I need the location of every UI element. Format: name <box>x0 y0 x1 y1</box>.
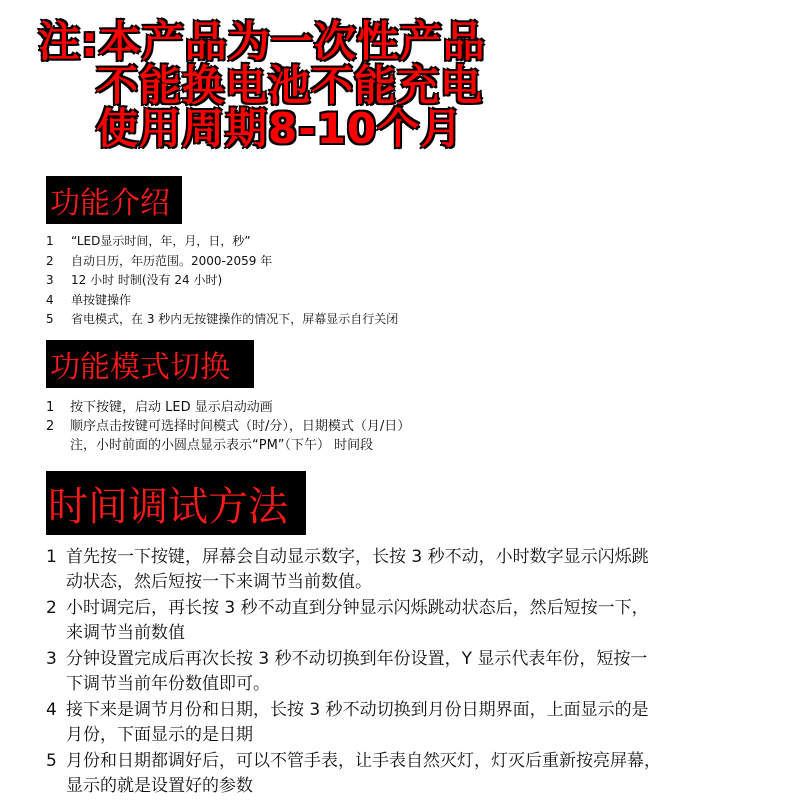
item-text: “LED显示时间，年，月，日，秒” <box>71 234 251 248</box>
item-text-line-2: 来调节当前数值 <box>66 623 185 643</box>
item-text: 12 小时 时制(没有 24 小时) <box>71 273 223 287</box>
item-text: 单按键操作 <box>71 292 132 307</box>
notice-line-3: 使用周期8-10个月 <box>96 104 464 153</box>
item-number: 2 <box>46 419 55 434</box>
notice-line-2: 不能换电池不能充电 <box>96 61 484 110</box>
item-number: 1 <box>46 547 57 567</box>
item-number: 3 <box>46 273 54 287</box>
item-number: 4 <box>46 700 57 720</box>
section-heading-time-setting: 时间调试方法 <box>46 471 306 535</box>
item-text: 省电模式，在 3 秒内无按键操作的情况下，屏幕显示自行关闭 <box>71 312 399 326</box>
item-text-line-1: 月份和日期都调好后，可以不管手表，让手表自然灭灯，灯灭后重新按亮屏幕， <box>66 751 661 771</box>
item-text-line-2: 月份，下面显示的是日期 <box>66 725 253 745</box>
item-text-line-2: 显示的就是设置好的参数 <box>66 776 253 796</box>
section-heading-features: 功能介绍 <box>46 176 182 224</box>
item-text-line-1: 接下来是调节月份和日期，长按 3 秒不动切换到月份日期界面，上面显示的是 <box>66 700 649 720</box>
item-note: 注，小时前面的小圆点显示表示“PM”（下午） 时间段 <box>70 438 374 453</box>
section-heading-mode-switch: 功能模式切换 <box>46 340 254 388</box>
item-number: 1 <box>46 234 54 248</box>
item-number: 5 <box>46 751 57 771</box>
item-text-line-2: 动状态，然后短按一下来调节当前数值。 <box>66 572 372 592</box>
notice-line-1: 注:本产品为一次性产品 <box>38 17 486 66</box>
item-number: 2 <box>46 598 57 618</box>
item-number: 3 <box>46 649 57 669</box>
item-text-line-2: 下调节当前年份数值即可。 <box>66 674 270 694</box>
item-number: 2 <box>46 253 54 268</box>
item-number: 5 <box>46 312 54 326</box>
item-text-line-1: 小时调完后，再长按 3 秒不动直到分钟显示闪烁跳动状态后，然后短按一下， <box>66 598 649 618</box>
item-text-line-1: 分钟设置完成后再次长按 3 秒不动切换到年份设置，Y 显示代表年份，短按一 <box>66 649 648 669</box>
item-text: 自动日历，年历范围。2000-2059 年 <box>71 253 273 268</box>
item-text-line-1: 首先按一下按键，屏幕会自动显示数字，长按 3 秒不动，小时数字显示闪烁跳 <box>66 547 649 567</box>
item-number: 4 <box>46 292 54 307</box>
item-number: 1 <box>46 400 55 415</box>
item-text: 顺序点击按键可选择时间模式（时/分），日期模式（月/日） <box>70 419 411 434</box>
item-text: 按下按键，启动 LED 显示启动动画 <box>70 400 273 415</box>
